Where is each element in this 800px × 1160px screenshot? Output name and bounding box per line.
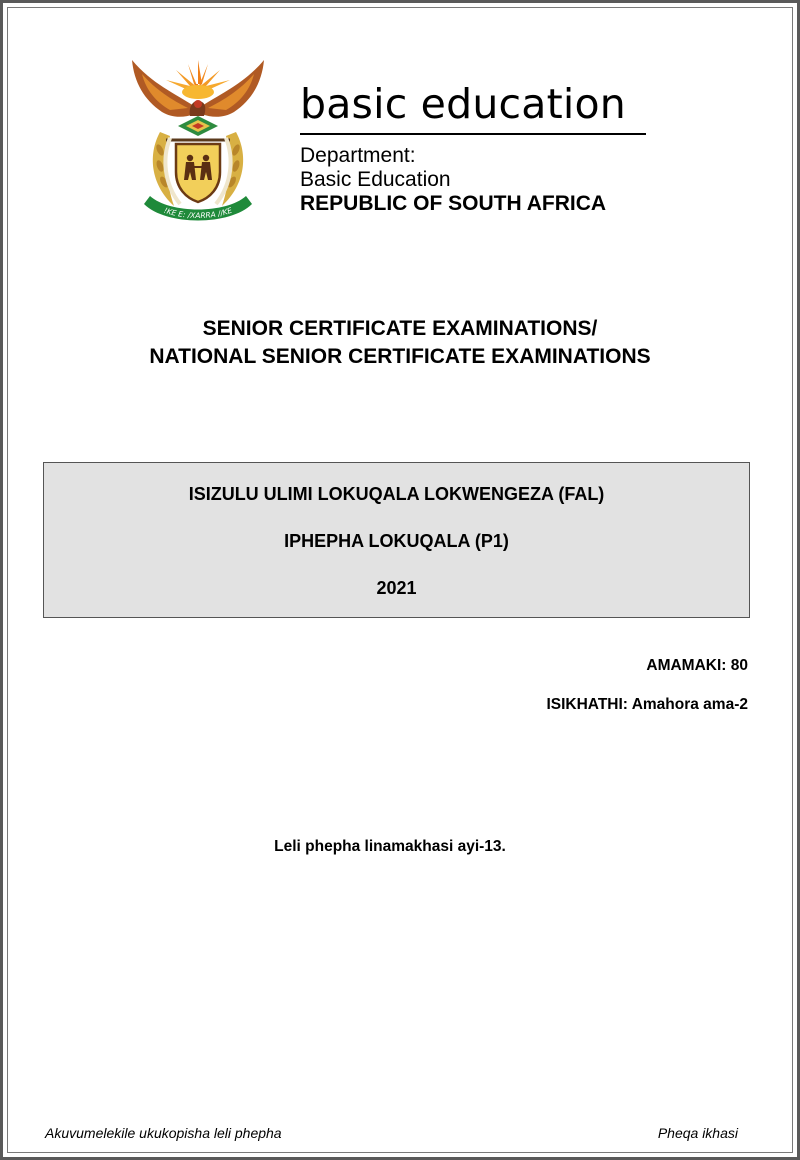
paper-title: IPHEPHA LOKUQALA (P1) (284, 531, 509, 551)
brand-title: basic education (300, 80, 626, 128)
marks-label: AMAMAKI: 80 (646, 657, 748, 674)
subject-box (43, 462, 750, 618)
subject-title: ISIZULU ULIMI LOKUQALA LOKWENGEZA (FAL) (188, 484, 605, 504)
motto-text: !KE E: /XARRA //KE (162, 205, 234, 221)
department-name: Basic Education (300, 168, 451, 191)
brand-divider (300, 133, 646, 135)
exam-year: 2021 (376, 578, 417, 598)
coat-of-arms-logo (126, 54, 270, 230)
page-count-note: Leli phepha linamakhasi ayi-13. (274, 838, 506, 855)
exam-heading-line-1: SENIOR CERTIFICATE EXAMINATIONS/ (202, 317, 598, 340)
department-label: Department: (300, 144, 416, 167)
copyright-note: Akuvumelekile ukukopisha leli phepha (45, 1125, 282, 1141)
turn-page-note: Pheqa ikhasi (657, 1125, 738, 1141)
exam-heading-line-2: NATIONAL SENIOR CERTIFICATE EXAMINATIONS (149, 345, 651, 368)
time-label: ISIKHATHI: Amahora ama-2 (546, 696, 748, 713)
country-name: REPUBLIC OF SOUTH AFRICA (300, 192, 607, 215)
